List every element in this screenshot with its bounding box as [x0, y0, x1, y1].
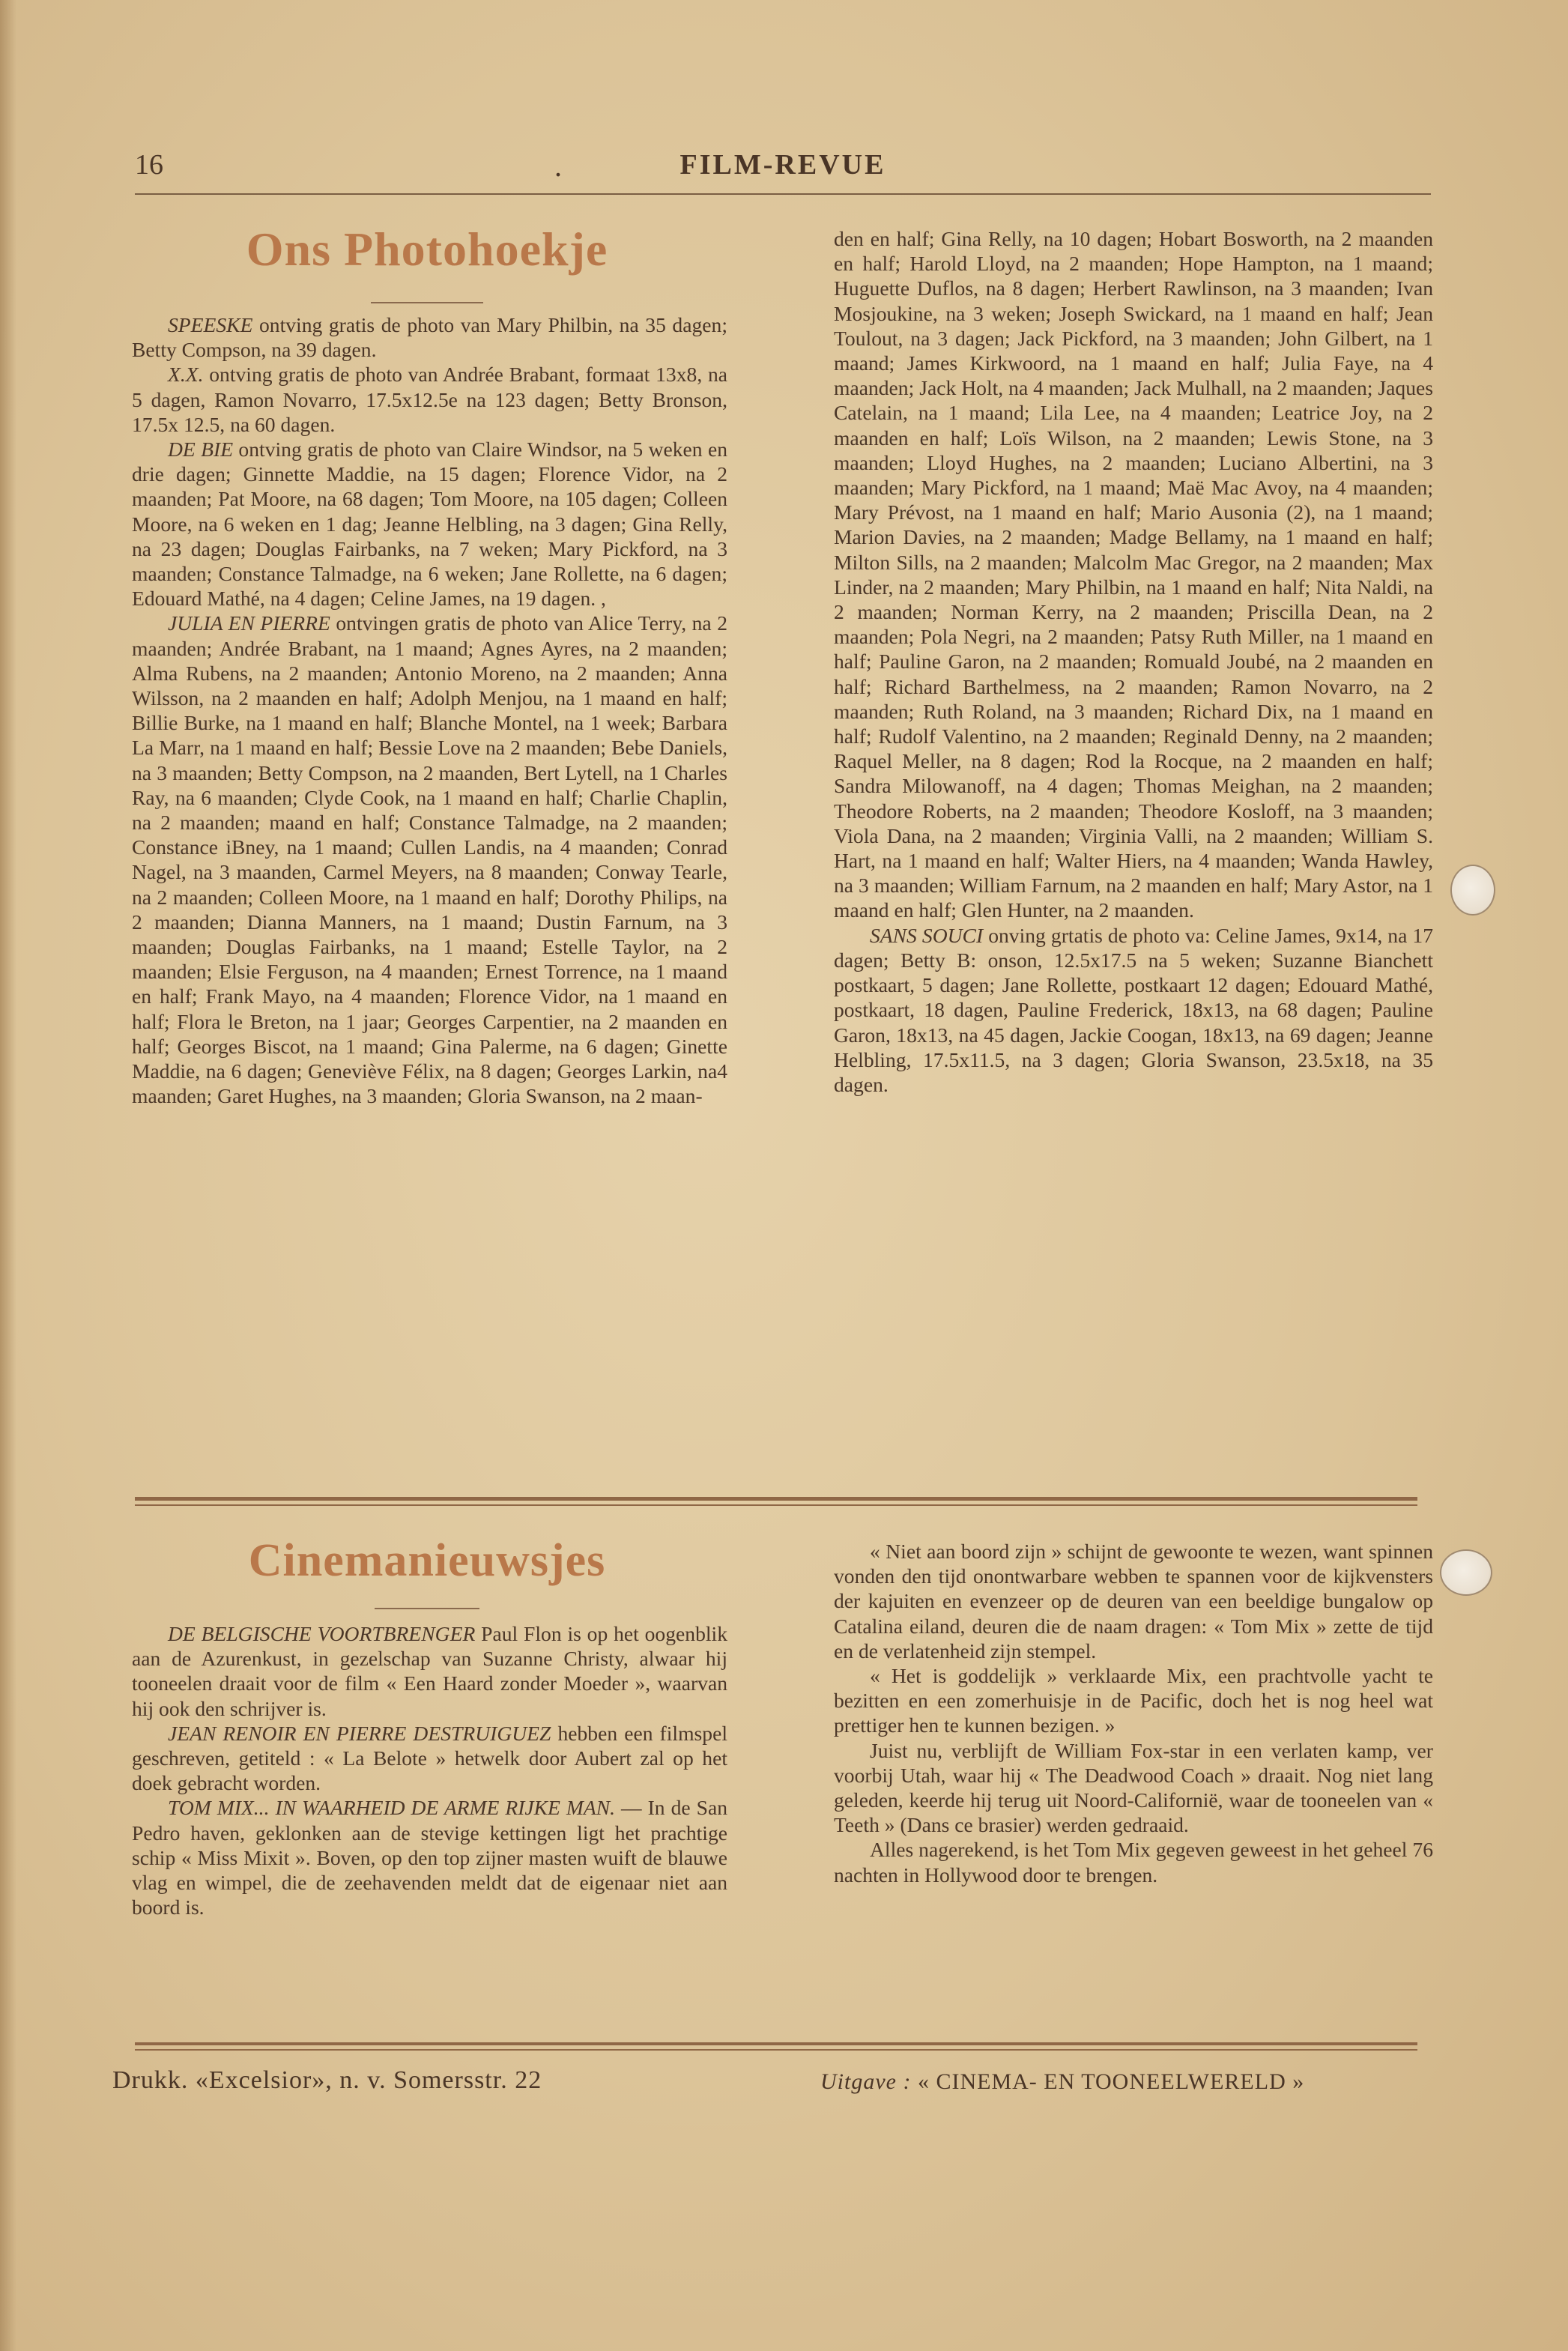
paragraph-lead: TOM MIX... IN WAARHEID DE ARME RIJKE MAN.	[168, 1796, 616, 1820]
paragraph-text: « Niet aan boord zijn » schijnt de gewoonte te wezen, want spinnen vonden den tijd onontwarbare webben te spannen voor de kijkvensters der kajuiten en evenzeer op de deuren van een beeldige bungalow op Catalina eiland, deuren die de naam dragen: « Tom Mix » zette de tijd en de verlatenheid zijn stempel.	[834, 1540, 1433, 1662]
paragraph	[834, 1539, 1433, 1663]
page-header	[135, 148, 1431, 193]
paragraph	[132, 1795, 727, 1919]
paragraph-text: « Het is goddelijk » verklaarde Mix, een prachtvolle yacht te bezitten en een zomerhuisje in de Pacific, doch het is nog heel wat prettiger hen te kunnen bezigen. »	[834, 1664, 1433, 1737]
cinemanieuwsjes-column-right	[834, 1539, 1433, 1887]
photohoekje-column-right	[834, 226, 1433, 1097]
paragraph-text: Paul Flon is op het oogenblik aan de Azurenkust, in gezelschap van Suzanne Christy, alwaar hij tooneelen draait voor de film « Een Haard zonder Moeder », waarvan hij ook den schrijver is.	[132, 1622, 727, 1720]
paragraph	[132, 1721, 727, 1796]
punch-hole-icon	[1440, 1549, 1492, 1596]
paragraph	[132, 1621, 727, 1721]
footer-rule-thin	[135, 2049, 1417, 2051]
paragraph	[834, 1738, 1433, 1838]
cinemanieuwsjes-column-left	[132, 1621, 727, 1919]
photohoekje-title: Ons Photohoekje	[246, 223, 608, 276]
cinemanieuwsjes-title-rule	[375, 1608, 479, 1609]
paragraph-text: Juist nu, verblijft de William Fox-star in een verlaten kamp, ver voorbij Utah, waar hij « The Deadwood Coach » draait. Nog niet lang geleden, keerde hij terug uit Noord-Californië, waar de tooneelen van « Teeth » (Dans ce brasier) werden gedraaid.	[834, 1738, 1433, 1837]
section-divider-thin	[135, 1504, 1417, 1506]
paragraph-lead: SANS SOUCI	[870, 923, 984, 947]
punch-hole-icon	[1450, 865, 1495, 916]
paragraph-text: hebben een filmspel geschreven, getiteld : « La Belote » hetwelk door Aubert zal op het doek gebracht worden.	[132, 1721, 727, 1795]
section-divider	[135, 1497, 1417, 1501]
photohoekje-column-left	[132, 312, 727, 1109]
paragraph	[834, 226, 1433, 923]
paragraph-lead: SPEESKE	[168, 313, 253, 336]
paragraph-lead: JEAN RENOIR EN PIERRE DESTRUIGUEZ	[168, 1721, 551, 1745]
paragraph	[834, 923, 1433, 1097]
paragraph	[834, 1837, 1433, 1886]
paragraph-lead: DE BIE	[168, 438, 234, 462]
paragraph-text: ontving gratis de photo van Andrée Brabant, formaat 13x8, na 5 dagen, Ramon Novarro, 17.5x12.5e na 123 dagen; Betty Bronson, 17.5x 12.5, na 60 dagen.	[132, 363, 727, 436]
paragraph-lead: JULIA EN PIERRE	[168, 611, 330, 635]
paragraph-text: ontving gratis de photo van Claire Windsor, na 5 weken en drie dagen; Ginnette Maddie, na 15 dagen; Florence Vidor, na 2 maanden; Pat Moore, na 68 dagen; Tom Moore, na 105 dagen; Colleen Moore, na 6 weken en 1 dag; Jeanne Helbling, na 3 dagen; Gina Relly, na 23 dagen; Douglas Fairbanks, na 7 weken; Mary Pickford, na 3 maanden; Constance Talmadge, na 6 weken; Jane Rollette, na 6 dagen; Edouard Mathé, na 4 dagen; Celine James, na 19 dagen. ,	[132, 438, 727, 611]
cinemanieuwsjes-title: Cinemanieuwsjes	[248, 1535, 606, 1586]
paragraph-text: — In de San Pedro haven, geklonken aan de stevige kettingen ligt het prachtige schip « Miss Mixit ». Boven, op den top zijner masten wuift de blauwe vlag en wimpel, die de zeehavenden meldt dat de eigenaar niet aan boord is.	[132, 1796, 728, 1919]
paragraph-text: Alles nagerekend, is het Tom Mix gegeven geweest in het geheel 76 nachten in Hollywood door te brengen.	[834, 1838, 1433, 1886]
paragraph-text: ontving gratis de photo van Mary Philbin, na 35 dagen; Betty Compson, na 39 dagen.	[132, 313, 727, 362]
footer-rule	[135, 2042, 1417, 2045]
paragraph	[132, 611, 727, 1108]
paragraph-lead: DE BELGISCHE VOORTBRENGER	[168, 1622, 476, 1645]
paragraph	[132, 362, 727, 437]
paragraph-lead: X.X.	[168, 363, 204, 387]
header-dot: .	[554, 149, 562, 183]
header-rule	[135, 193, 1431, 195]
publisher-imprint	[820, 2069, 1304, 2095]
paragraph	[132, 437, 727, 611]
page-number: 16	[135, 149, 163, 181]
printer-imprint: Drukk. «Excelsior», n. v. Somersstr. 22	[112, 2066, 542, 2094]
publisher-name: « CINEMA- EN TOONEELWERELD »	[917, 2069, 1305, 2094]
paragraph-text: ontvingen gratis de photo van Alice Terry, na 2 maanden; Andrée Brabant, na 1 maand; Agnes Ayres, na 2 maanden; Alma Rubens, na 2 maanden; Antonio Moreno, na 2 maanden; Anna Wilsson, na 2 maanden en half; Adolph Menjou, na 1 maand en half; Billie Burke, na 1 maand en half; Blanche Montel, na 1 week; Barbara La Marr, na 1 maand en half; Bessie Love na 2 maanden; Bebe Daniels, na 3 maanden; Betty Compson, na 2 maanden, Bert Lytell, na 1 Charles Ray, na 6 maanden; Clyde Cook, na 1 maand en half; Charlie Chaplin, na 2 maanden; maand en half; Constance Talmadge, na 2 maanden; Constance iBney, na 1 maand; Cullen Landis, na 4 maanden; Conrad Nagel, na 3 maanden, Carmel Meyers, na 8 maanden; Conway Tearle, na 2 maanden; Colleen Moore, na 1 maand en half; Dorothy Philips, na 2 maanden; Dianna Manners, na 1 maand; Dustin Farnum, na 3 maanden; Douglas Fairbanks, na 1 maand; Estelle Taylor, na 2 maanden; Elsie Ferguson, na 4 maanden; Ernest Torrence, na 1 maand en half; Frank Mayo, na 4 maanden; Florence Vidor, na 1 maand en half; Flora le Breton, na 1 jaar; Georges Carpentier, na 2 maanden en half; Georges Biscot, na 1 maand; Gina Palerme, na 6 dagen; Ginette Maddie, na 6 dagen; Geneviève Félix, na 8 dagen; Georges Larkin, na4 maanden; Garet Hughes, na 3 maanden; Gloria Swanson, na 2 maan-	[132, 611, 727, 1108]
photohoekje-title-rule	[371, 302, 483, 303]
paragraph-text: onving grtatis de photo va: Celine James, 9x14, na 17 dagen; Betty B: onson, 12.5x17.5 na 5 weken; Suzanne Bianchett postkaart, 5 dagen; Jane Rollette, postkaart 12 dagen; Edouard Mathé, postkaart, 18 dagen, Pauline Frederick, 18x13, na 68 dagen; Pauline Garon, 18x13, na 45 dagen, Jackie Coogan, 18x13, na 69 dagen; Jeanne Helbling, 17.5x11.5, na 3 dagen; Gloria Swanson, 23.5x18, na 35 dagen.	[834, 923, 1433, 1096]
publisher-label: Uitgave :	[820, 2069, 912, 2094]
paragraph	[834, 1663, 1433, 1738]
journal-title: FILM-REVUE	[679, 149, 886, 181]
paragraph	[132, 312, 727, 362]
page-edge-shadow	[0, 0, 16, 2351]
paragraph-text: den en half; Gina Relly, na 10 dagen; Hobart Bosworth, na 2 maanden en half; Harold Lloyd, na 2 maanden; Hope Hampton, na 1 maand; Huguette Duflos, na 8 dagen; Herbert Rawlinson, na 3 maanden; Ivan Mosjoukine, na 3 weken; Joseph Swickard, na 1 maand en half; Jean Toulout, na 3 dagen; Jack Pickford, na 3 maanden; John Gilbert, na 1 maand; James Kirkwoord, na 1 maand en half; Julia Faye, na 4 maanden; Jack Holt, na 4 maanden; Jack Mulhall, na 2 maanden; Jaques Catelain, na 1 maand; Lila Lee, na 4 maanden; Leatrice Joy, na 2 maanden en half; Loïs Wilson, na 2 maanden; Lewis Stone, na 3 maanden; Lloyd Hughes, na 2 maanden; Luciano Albertini, na 3 maanden; Mary Pickford, na 1 maand; Maë Mac Avoy, na 4 maanden; Mary Prévost, na 1 maand en half; Mario Ausonia (2), na 1 maand; Marion Davies, na 2 maanden; Madge Bellamy, na 1 maand en half; Milton Sills, na 2 maanden; Malcolm Mac Gregor, na 2 maanden; Max Linder, na 2 maanden; Mary Philbin, na 1 maand en half; Nita Naldi, na 2 maanden; Norman Kerry, na 2 maanden; Priscilla Dean, na 2 maanden; Pola Negri, na 2 maanden; Patsy Ruth Miller, na 1 maand en half; Pauline Garon, na 2 maanden; Romuald Joubé, na 2 maanden en half; Richard Barthelmess, na 2 maanden; Ramon Novarro, na 2 maanden; Ruth Roland, na 3 maanden; Richard Dix, na 1 maand en half; Rudolf Valentino, na 2 maanden; Reginald Denny, na 2 maanden; Raquel Meller, na 8 dagen; Rod la Rocque, na 2 maanden en half; Sandra Milowanoff, na 4 dagen; Thomas Meighan, na 2 maanden; Theodore Roberts, na 2 maanden; Theodore Kosloff, na 3 maanden; Viola Dana, na 2 maanden; Virginia Valli, na 2 maanden; William S. Hart, na 1 maand en half; Walter Hiers, na 4 maanden; Wanda Hawley, na 3 maanden; William Farnum, na 2 maanden en half; Mary Astor, na 1 maand en half; Glen Hunter, na 2 maanden.	[834, 227, 1433, 922]
